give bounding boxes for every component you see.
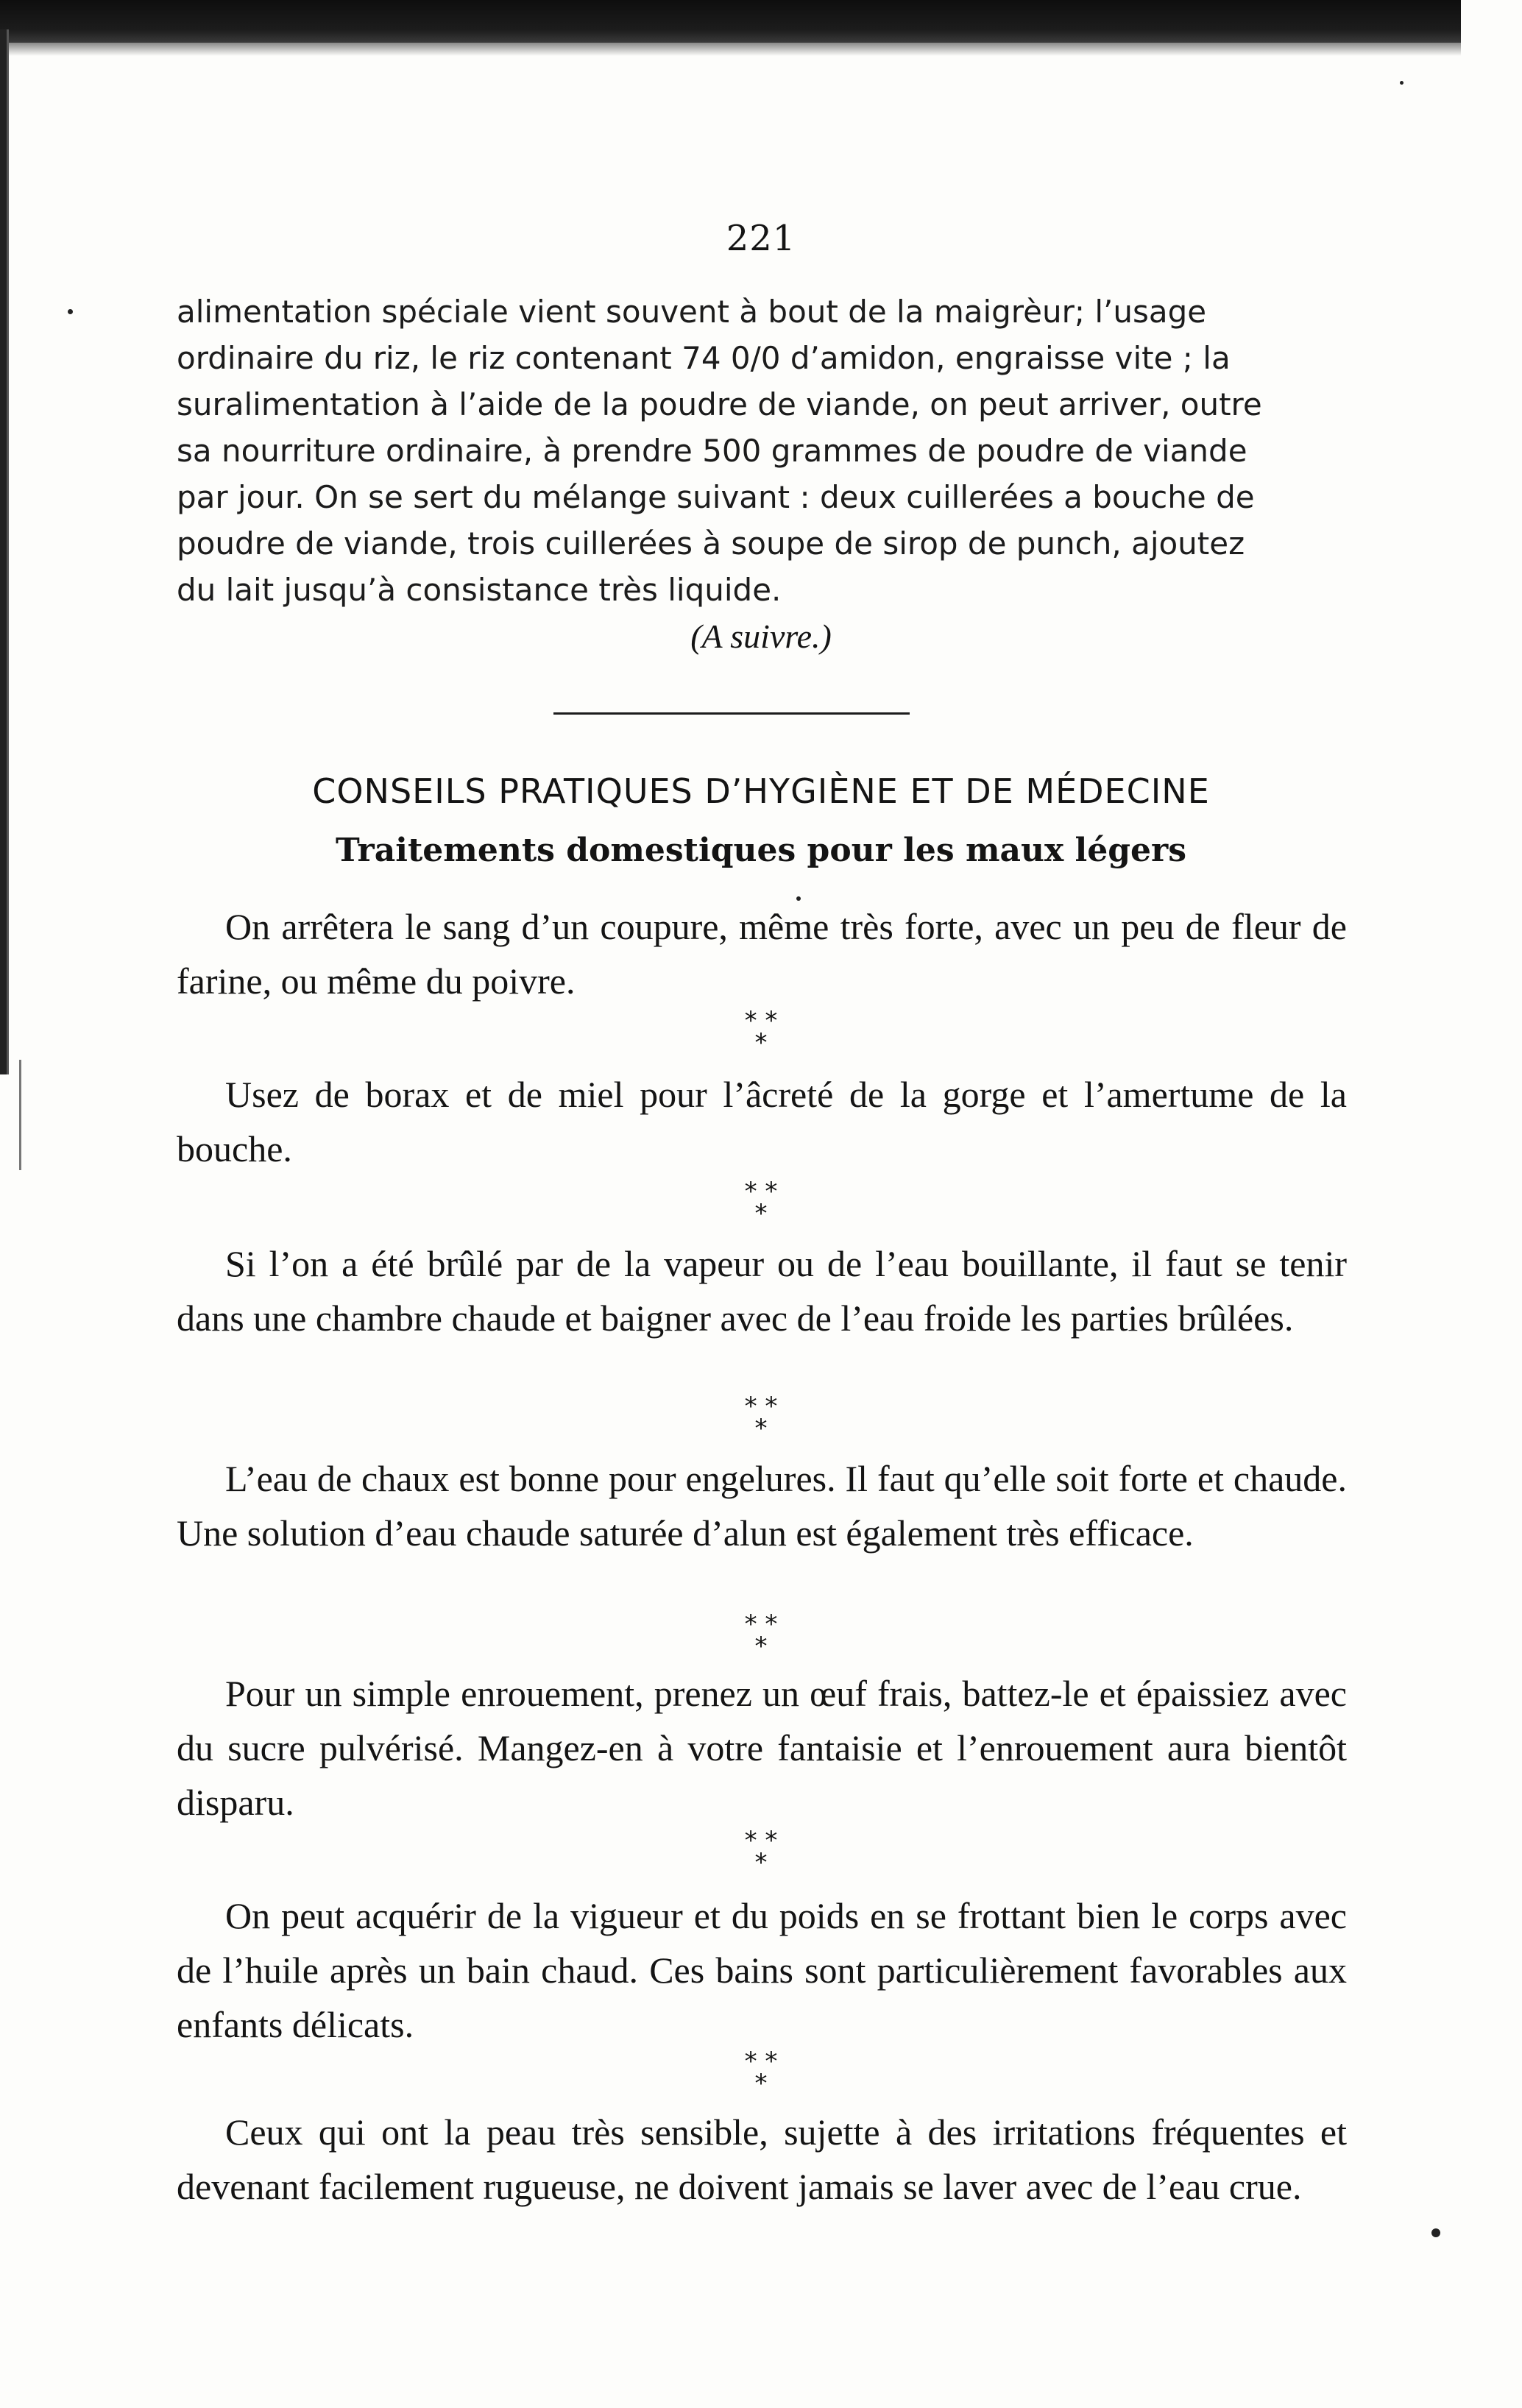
asterism-divider: * * * [744, 1826, 778, 1877]
text-line: alimentation spéciale vient souvent à bout de la maigrèur; l’usage [177, 294, 1207, 330]
asterism-divider: * * * [744, 1392, 778, 1443]
advice-paragraph-5: Pour un simple enrouement, prenez un œuf frais, battez-le et épaissiez avec du sucre pulvérisé. Mangez-en à votre fantaisie et l’enrouement aura bientôt disparu. [177, 1673, 1347, 1823]
scan-edge-top [0, 0, 1461, 43]
text-line: suralimentation à l’aide de la poudre de viande, on peut arriver, outre [177, 386, 1262, 422]
scan-edge-left-mark [19, 1060, 21, 1170]
asterism-divider: * * * [744, 1006, 778, 1058]
advice-paragraph-3: Si l’on a été brûlé par de la vapeur ou de l’eau bouillante, il faut se tenir dans une chambre chaude et baigner avec de l’eau froide les parties brûlées. [177, 1243, 1347, 1339]
section-subtitle: Traitements domestiques pour les maux légers [336, 832, 1186, 869]
text-line: ordinaire du riz, le riz contenant 74 0/0 d’amidon, engraisse vite ; la [177, 340, 1231, 376]
asterism-divider: * * * [744, 1610, 778, 1661]
text-line: du lait jusqu’à consistance très liquide. [177, 572, 782, 608]
continued-article-text [177, 288, 1347, 613]
text-line: poudre de viande, trois cuillerées à soupe de sirop de punch, ajoutez [177, 525, 1245, 562]
scan-speck [68, 309, 73, 314]
scan-speck [1431, 2228, 1440, 2237]
advice-paragraph-1: On arrêtera le sang d’un coupure, même très forte, avec un peu de fleur de farine, ou même du poivre. [177, 906, 1347, 1002]
text-line: sa nourriture ordinaire, à prendre 500 grammes de poudre de viande [177, 433, 1247, 469]
page-number: 221 [726, 218, 796, 259]
asterism-divider: * * * [744, 1177, 778, 1228]
scan-speck [1400, 81, 1404, 85]
text-line: par jour. On se sert du mélange suivant : deux cuillerées a bouche de [177, 479, 1255, 515]
section-divider [553, 712, 910, 715]
advice-paragraph-6: On peut acquérir de la vigueur et du poids en se frottant bien le corps avec de l’huile après un bain chaud. Ces bains sont particulièrement favorables aux enfants délicats. [177, 1895, 1347, 2045]
asterism-divider: * * * [744, 2047, 778, 2098]
scan-edge-left [0, 29, 16, 1074]
advice-paragraph-7: Ceux qui ont la peau très sensible, sujette à des irritations fréquentes et devenant facilement rugueuse, ne doivent jamais se laver avec de l’eau crue. [177, 2111, 1347, 2207]
to-be-continued-note: (A suivre.) [690, 617, 832, 655]
section-title: CONSEILS PRATIQUES D’HYGIÈNE ET DE MÉDECINE [312, 771, 1210, 811]
advice-paragraph-2: Usez de borax et de miel pour l’âcreté de la gorge et l’amertume de la bouche. [177, 1074, 1347, 1169]
advice-paragraph-4: L’eau de chaux est bonne pour engelures. Il faut qu’elle soit forte et chaude. Une solution d’eau chaude saturée d’alun est également très efficace. [177, 1458, 1347, 1554]
